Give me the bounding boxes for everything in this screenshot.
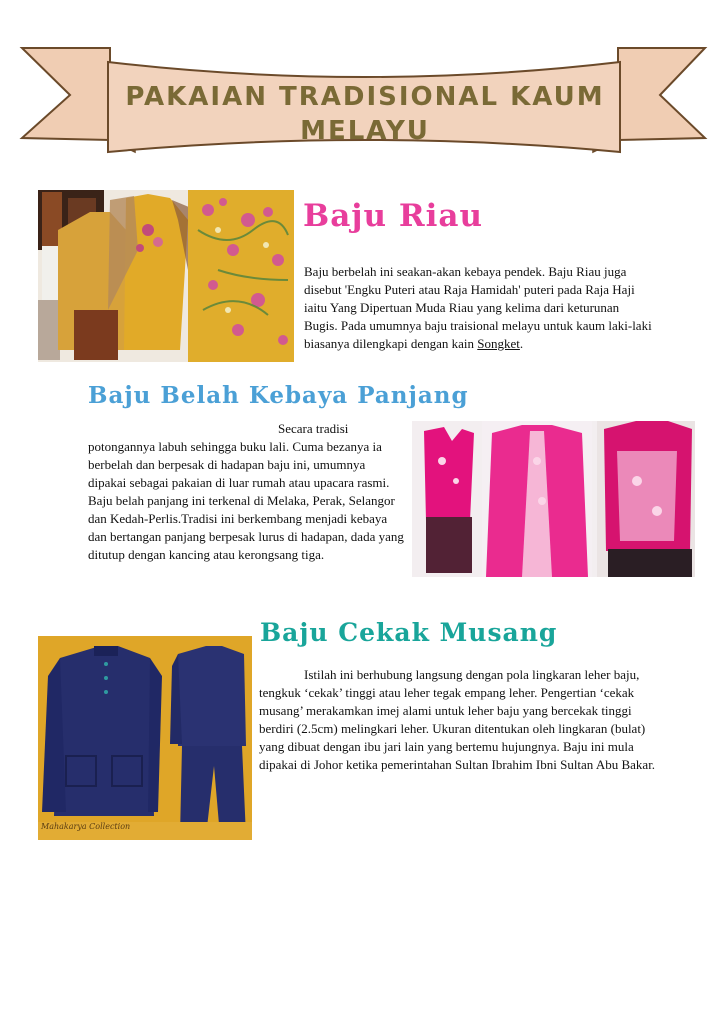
baju-belah-heading: Baju Belah Kebaya Panjang [88, 382, 469, 409]
title-line-1: PAKAIAN TRADISIONAL KAUM [125, 82, 605, 112]
songket-link[interactable]: Songket [477, 336, 520, 351]
baju-riau-text [304, 263, 654, 353]
baju-belah-text [88, 420, 406, 564]
baju-cekak-musang-heading: Baju Cekak Musang [260, 618, 558, 647]
baju-cekak-musang-body: Istilah ini berhubung langsung dengan pola lingkaran leher baju, tengkuk ‘cekak’ tinggi atau leher tegak empang leher. Pengertian ‘cekak musang’ merakamkan imej alami untuk leher baju yang bercekak tinggi berdiri (2.5cm) melingkari leher. Ukuran ditentukan oleh lingkaran (bulat) yang dibuat dengan ibu jari lain yang bertemu hujungnya. Baju ini mula dipakai di Johor ketika pemerintahan Sultan Ibrahim Ibni Sultan Abu Bakar. [259, 667, 656, 772]
baju-riau-end: . [519, 336, 524, 351]
title-line-2: MELAYU [300, 116, 430, 146]
baju-riau-photo [38, 190, 294, 362]
page-title [110, 80, 620, 148]
baju-riau-body: Baju berbelah ini seakan-akan kebaya pendek. Baju Riau juga disebut 'Engku Puteri atau Raja Hamidah' puteri pada Raja Haji iaitu Yang Dipertuan Muda Riau yang kelima dari keturunan Bugis. Pada umumnya baju traisional melayu untuk kaum laki-laki biasanya dilengkapi dengan kain [304, 264, 652, 351]
baju-belah-photo [412, 421, 695, 577]
baju-belah-lead: Secara tradisi [278, 421, 349, 436]
baju-cekak-musang-text [259, 666, 659, 774]
baju-belah-body: potongannya labuh sehingga buku lali. Cuma bezanya ia berbelah dan berpesak di hadapan baju ini, umumnya dipakai sebagai pakaian di luar rumah atau upacara rasmi. Baju belah panjang ini terkenal di Melaka, Perak, Selangor dan Kedah-Perlis.Tradisi ini berkembang menjadi kebaya dan bertangan panjang berpesak lurus di hadapan, dada yang ditutup dengan kancing atau kerongsang tiga. [88, 439, 404, 562]
baju-riau-heading: Baju Riau [303, 198, 483, 234]
baju-cekak-musang-photo [38, 636, 252, 840]
photo-caption: Mahakarya Collection [41, 822, 131, 831]
